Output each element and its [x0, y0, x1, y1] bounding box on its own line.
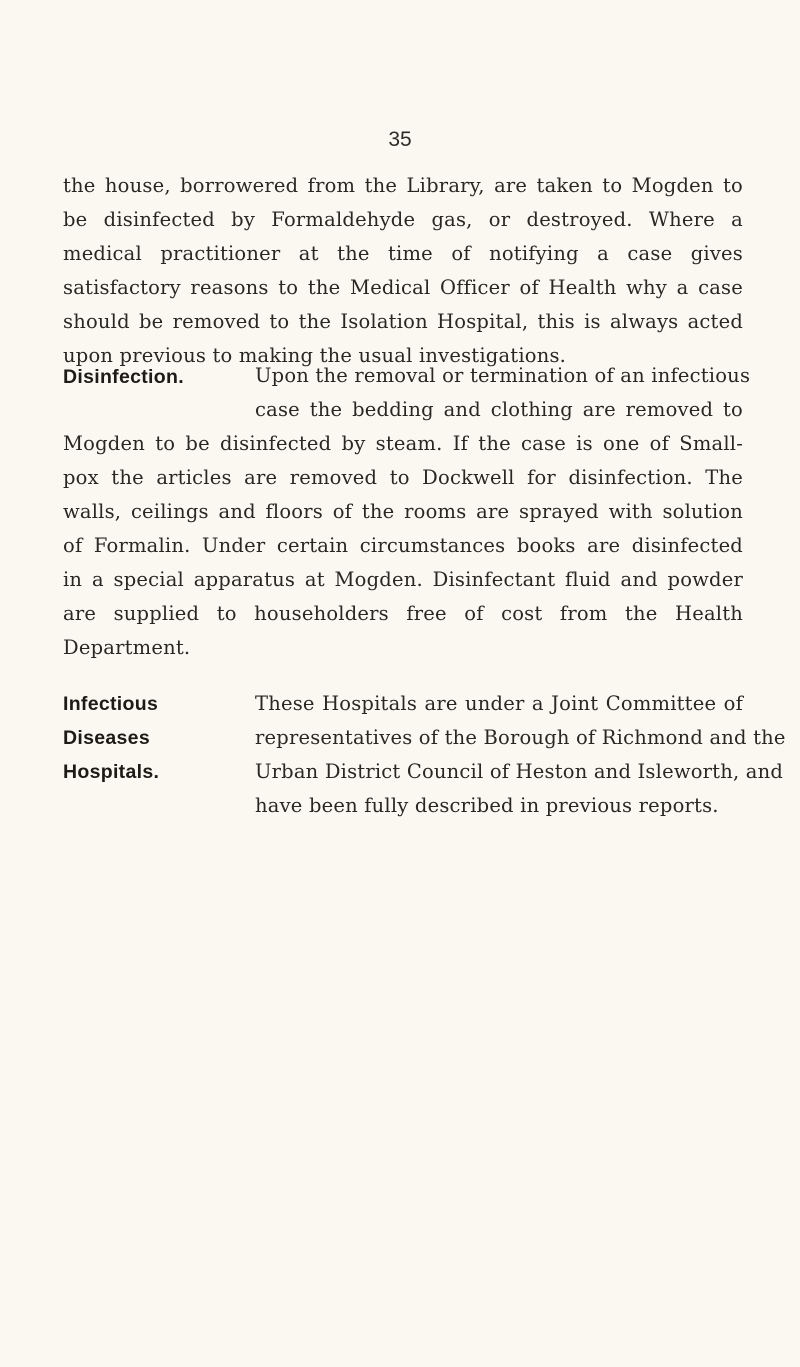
disinfection-heading: Disinfection.: [63, 366, 184, 388]
text-line: Mogden to be disinfected by steam. If the case is one of Small-: [63, 432, 743, 455]
text-line: Department.: [63, 636, 191, 659]
text-line: in a special apparatus at Mogden. Disinfectant fluid and powder: [63, 568, 743, 591]
text-line: the house, borrowered from the Library, are taken to Mogden to: [63, 174, 743, 197]
text-line: medical practitioner at the time of notifying a case gives: [63, 242, 743, 265]
text-line: of Formalin. Under certain circumstances books are disinfected: [63, 534, 743, 557]
text-line: satisfactory reasons to the Medical Officer of Health why a case: [63, 276, 743, 299]
text-line: are supplied to householders free of cost from the Health: [63, 602, 743, 625]
heading-line: Diseases: [63, 727, 150, 749]
text-line: upon previous to making the usual investigations.: [63, 344, 567, 367]
heading-line: Infectious: [63, 693, 159, 715]
text-line: be disinfected by Formaldehyde gas, or destroyed. Where a: [63, 208, 743, 231]
page-number: 35: [388, 128, 412, 151]
text-line: representatives of the Borough of Richmond and the: [255, 726, 786, 749]
text-line: Urban District Council of Heston and Isleworth, and: [255, 760, 784, 783]
text-line: have been fully described in previous reports.: [255, 794, 719, 817]
text-line: case the bedding and clothing are removed to: [255, 398, 743, 421]
disinfection-paragraph: [63, 359, 751, 665]
text-line: These Hospitals are under a Joint Committee of: [255, 692, 743, 715]
text-line: Upon the removal or termination of an infectious: [255, 364, 751, 387]
text-line: should be removed to the Isolation Hospital, this is always acted: [63, 310, 743, 333]
text-line: pox the articles are removed to Dockwell for disinfection. The: [63, 466, 743, 489]
infectious-diseases-hospitals-heading: [63, 687, 159, 789]
infectious-diseases-hospitals-paragraph: [255, 687, 786, 823]
heading-line: Hospitals.: [63, 761, 160, 783]
intro-paragraph: [63, 169, 743, 373]
text-line: walls, ceilings and floors of the rooms are sprayed with solution: [63, 500, 743, 523]
